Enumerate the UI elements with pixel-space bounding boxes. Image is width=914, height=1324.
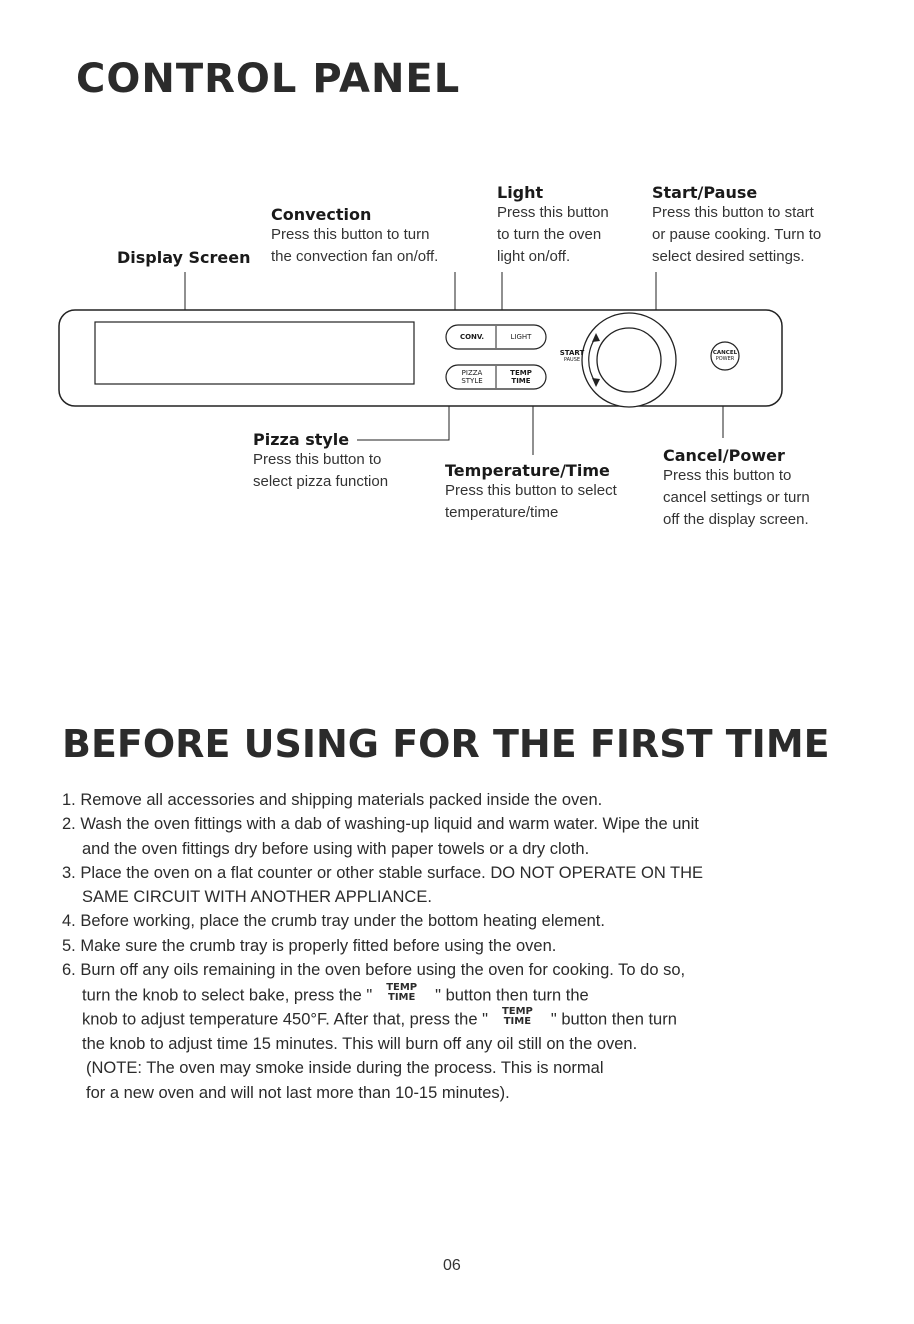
inline-temp-text: TEMP xyxy=(501,1006,533,1017)
temp-time-label-2: TIME xyxy=(511,377,531,385)
pizza-style-title: Pizza style xyxy=(253,430,350,449)
inline-time-text: TIME xyxy=(388,992,416,1003)
instruction-line: 6. Burn off any oils remaining in the oven before using the oven for cooking. To do so, xyxy=(62,961,686,979)
cancel-label: CANCEL xyxy=(712,350,738,356)
instruction-text: " button then turn the xyxy=(435,986,589,1005)
instruction-line: 5. Make sure the crumb tray is properly fitted before using the oven. xyxy=(62,937,557,955)
cancel-power-desc-line: cancel settings or turn xyxy=(663,489,810,506)
convection-desc-line: the convection fan on/off. xyxy=(271,248,439,265)
temperature-time-title: Temperature/Time xyxy=(445,461,610,480)
instruction-line xyxy=(82,1006,677,1030)
control-panel-diagram xyxy=(0,0,914,560)
convection-desc-line: Press this button to turn xyxy=(271,226,430,243)
cancel-power-title: Cancel/Power xyxy=(663,446,785,465)
instruction-line: (NOTE: The oven may smoke inside during the process. This is normal xyxy=(86,1059,604,1077)
pizza-style-label-2: STYLE xyxy=(461,377,483,385)
inline-time-text: TIME xyxy=(503,1016,532,1027)
conv-button[interactable]: CONV. xyxy=(459,333,485,341)
instruction-line: 4. Before working, place the crumb tray under the bottom heating element. xyxy=(62,912,605,930)
control-panel-heading: CONTROL PANEL xyxy=(76,56,461,102)
cancel-power-desc-line: Press this button to xyxy=(663,467,792,484)
temperature-time-desc-line: temperature/time xyxy=(445,504,559,521)
cancel-power-button-label[interactable] xyxy=(711,350,739,362)
instruction-text: " button then turn xyxy=(550,1010,677,1029)
pizza-style-desc-line: Press this button to xyxy=(253,451,382,468)
instruction-line: 2. Wash the oven fittings with a dab of washing-up liquid and warm water. Wipe the unit xyxy=(62,815,699,833)
temp-time-inline-icon xyxy=(386,983,417,1003)
instruction-text: turn the knob to select bake, press the " xyxy=(82,986,373,1005)
instruction-line: 1. Remove all accessories and shipping materials packed inside the oven. xyxy=(62,791,603,809)
instruction-text: knob to adjust temperature 450°F. After that, press the " xyxy=(82,1010,488,1029)
pizza-style-button[interactable] xyxy=(448,369,496,385)
start-pause-desc-line: Press this button to start xyxy=(652,204,814,221)
temp-time-label-1: TEMP xyxy=(510,369,532,377)
instruction-line: and the oven fittings dry before using with paper towels or a dry cloth. xyxy=(82,840,590,858)
instruction-line: 3. Place the oven on a flat counter or other stable surface. DO NOT OPERATE ON THE xyxy=(62,864,704,882)
page-number: 06 xyxy=(443,1257,461,1274)
pause-label: PAUSE xyxy=(563,357,581,363)
first-time-heading: BEFORE USING FOR THE FIRST TIME xyxy=(62,722,830,766)
start-pause-label xyxy=(556,350,588,364)
start-pause-title: Start/Pause xyxy=(652,183,758,202)
instruction-line xyxy=(82,982,589,1006)
temperature-time-desc-line: Press this button to select xyxy=(445,482,617,499)
power-label: POWER xyxy=(715,356,735,362)
light-button[interactable]: LIGHT xyxy=(510,333,532,341)
start-pause-desc-line: or pause cooking. Turn to xyxy=(652,226,822,243)
light-desc-line: Press this button xyxy=(497,204,609,221)
start-label: START xyxy=(559,349,585,357)
inline-temp-text: TEMP xyxy=(386,982,418,993)
instruction-line: for a new oven and will not last more than 10-15 minutes). xyxy=(86,1084,510,1102)
knob xyxy=(597,328,661,392)
light-title: Light xyxy=(497,183,544,202)
temp-time-inline-icon xyxy=(502,1007,533,1027)
pizza-style-label-1: PIZZA xyxy=(461,369,483,377)
convection-title: Convection xyxy=(271,205,372,224)
display-screen xyxy=(95,322,414,384)
instruction-line: SAME CIRCUIT WITH ANOTHER APPLIANCE. xyxy=(82,888,432,906)
pizza-style-desc-line: select pizza function xyxy=(253,473,389,490)
display-screen-title: Display Screen xyxy=(117,248,251,267)
instruction-line: the knob to adjust time 15 minutes. This will burn off any oil still on the oven. xyxy=(82,1035,638,1053)
temp-time-button[interactable] xyxy=(497,369,545,385)
cancel-power-desc-line: off the display screen. xyxy=(663,511,809,528)
light-desc-line: light on/off. xyxy=(497,248,571,265)
light-desc-line: to turn the oven xyxy=(497,226,602,243)
start-pause-desc-line: select desired settings. xyxy=(652,248,805,265)
